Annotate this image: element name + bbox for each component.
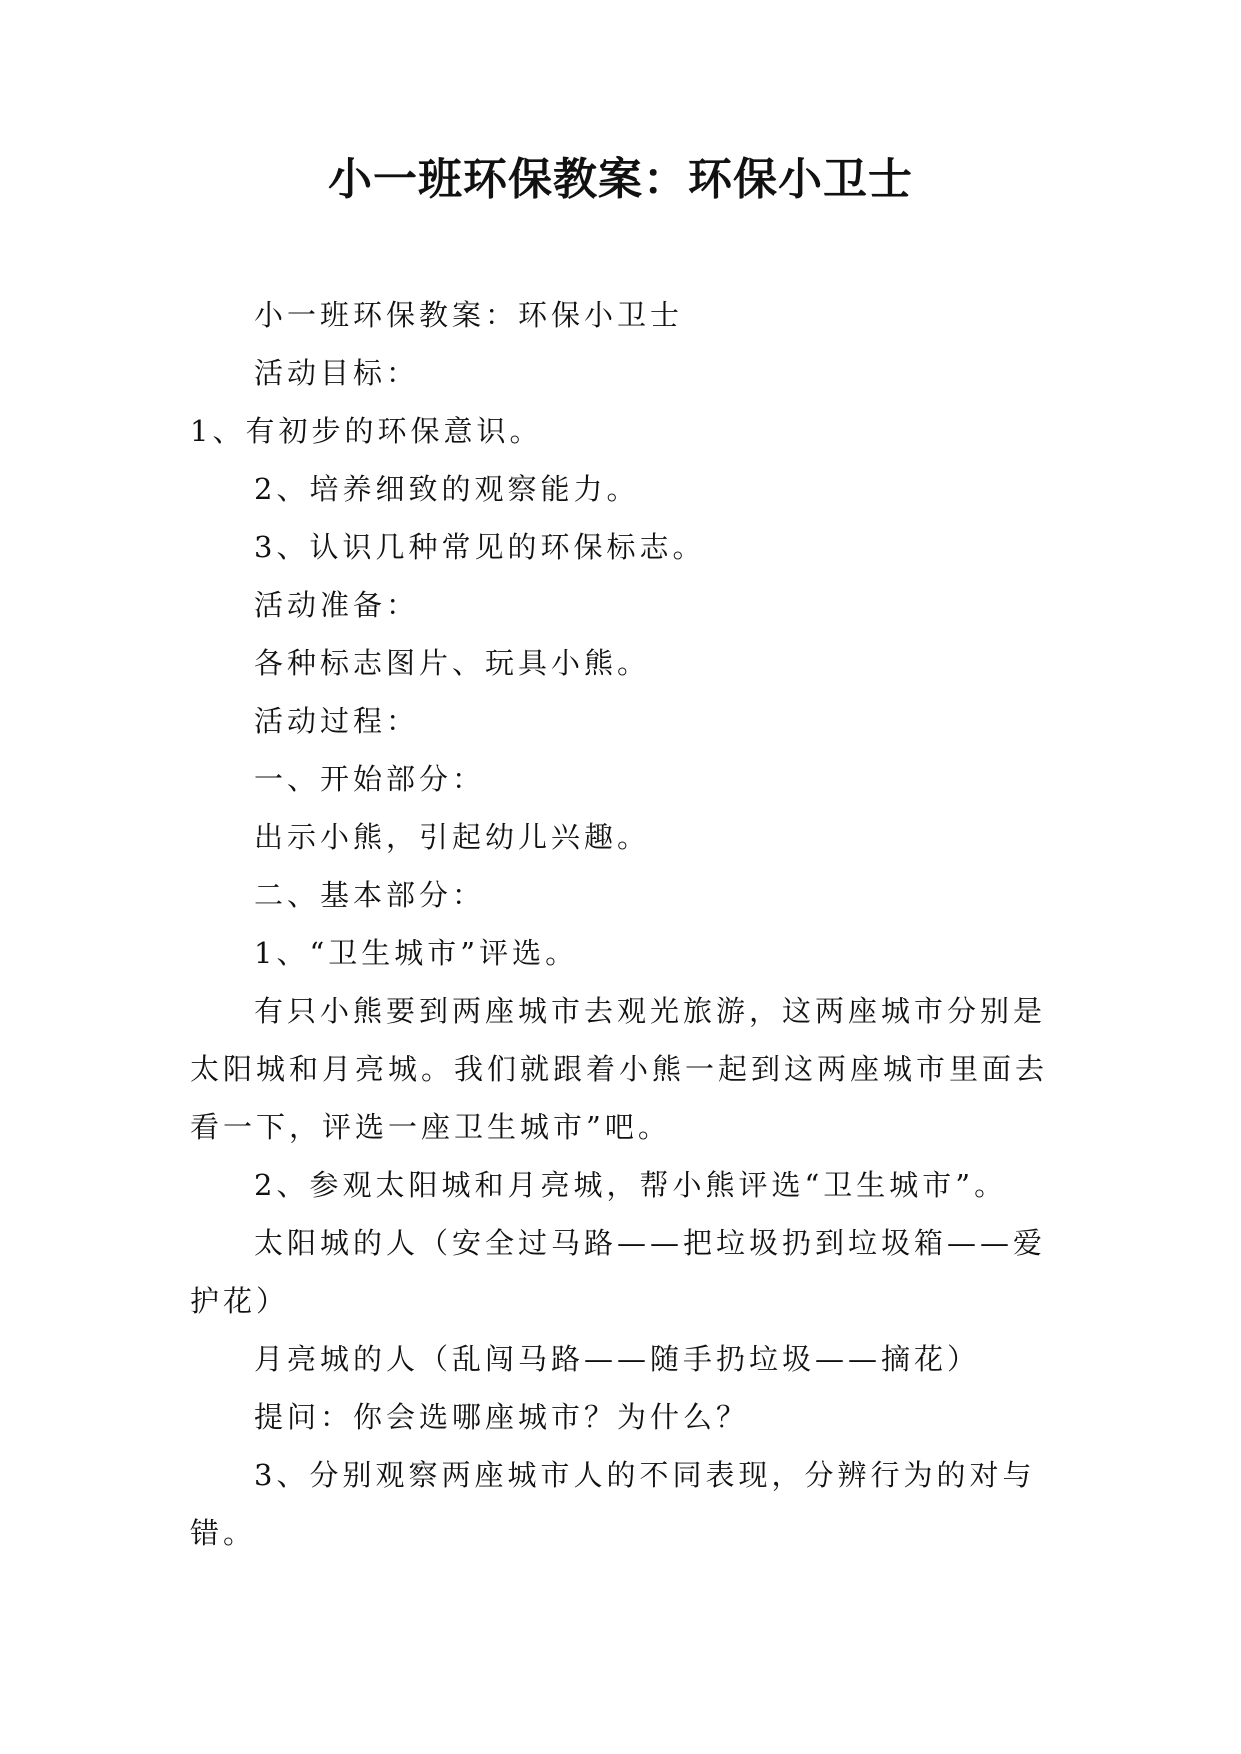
paragraph-moon-city: 月亮城的人（乱闯马路——随手扔垃圾——摘花） (254, 1342, 981, 1376)
paragraph-preparation-heading: 活动准备： (254, 588, 420, 622)
paragraph-heading-repeat: 小一班环保教案：环保小卫士 (254, 298, 684, 332)
paragraph-goal-1: 1、有初步的环保意识。 (190, 414, 543, 448)
paragraph-step-3: 3、分别观察两座城市人的不同表现，分辨行为的对与错。 (190, 1458, 1036, 1550)
paragraph-question: 提问：你会选哪座城市？为什么？ (254, 1400, 750, 1434)
document-body (190, 286, 1050, 1562)
paragraph-goal-3: 3、认识几种常见的环保标志。 (254, 530, 706, 564)
document-title: 小一班环保教案：环保小卫士 (328, 154, 913, 205)
paragraph-part-1: 出示小熊，引起幼儿兴趣。 (254, 820, 651, 854)
paragraph-process-heading: 活动过程： (254, 704, 420, 738)
paragraph-goals-heading: 活动目标： (254, 356, 420, 390)
paragraph-part-1-heading: 一、开始部分： (254, 762, 486, 796)
paragraph-step-2: 2、参观太阳城和月亮城，帮小熊评选“卫生城市”。 (254, 1168, 1008, 1202)
paragraph-preparation: 各种标志图片、玩具小熊。 (254, 646, 651, 680)
paragraph-sun-city: 太阳城的人（安全过马路——把垃圾扔到垃圾箱——爱护花） (190, 1226, 1047, 1318)
paragraph-bear-story: 有只小熊要到两座城市去观光旅游，这两座城市分别是太阳城和月亮城。我们就跟着小熊一起到这两座城市里面去看一下，评选一座卫生城市”吧。 (190, 994, 1049, 1144)
paragraph-part-2-heading: 二、基本部分： (254, 878, 486, 912)
paragraph-step-1: 1、“卫生城市”评选。 (254, 936, 579, 970)
paragraph-goal-2: 2、培养细致的观察能力。 (254, 472, 640, 506)
